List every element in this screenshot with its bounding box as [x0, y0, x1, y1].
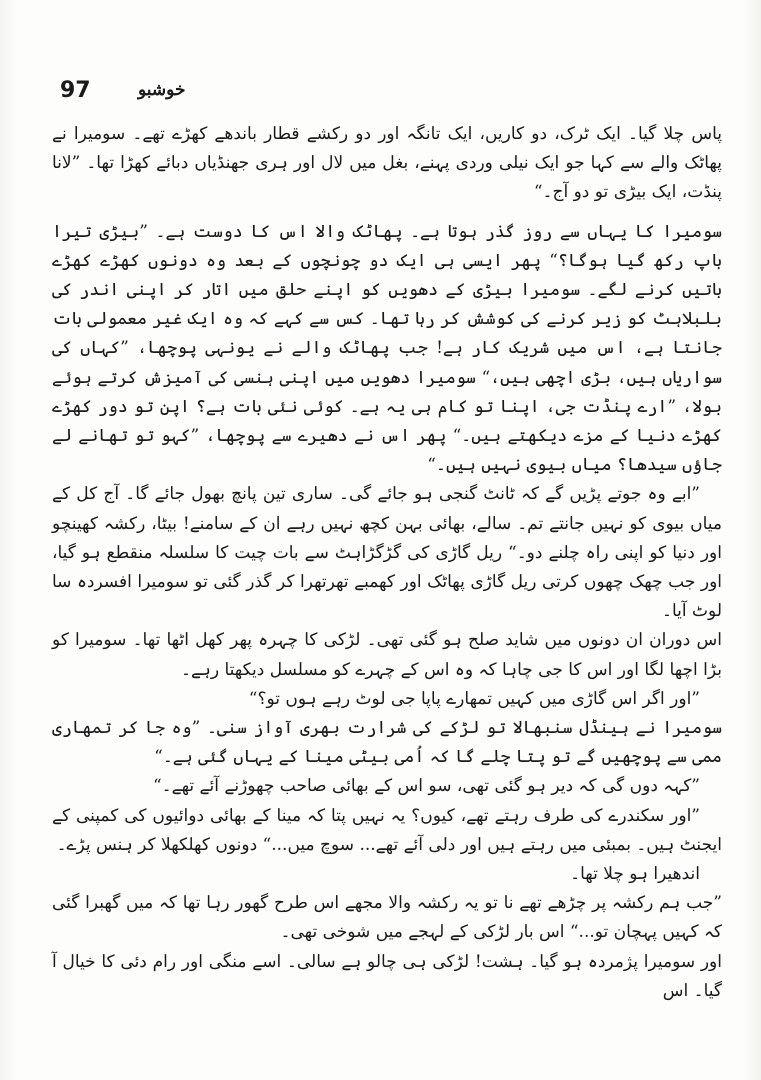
paragraph-6: سومیرا نے ہینڈل سنبھالا تو لڑکے کی شرارت بھری آواز سنی۔ ”وہ جا کر تمھاری ممی سے پوچھیں گے تو پتا چلے گا کہ اُمی بیٹی مینا کے یہاں گئی ہے۔“ — [52, 718, 722, 768]
page-header — [60, 78, 186, 108]
paragraph-3: ”ابے وہ جوتے پڑیں گے کہ ٹانٹ گنجی ہو جائے گی۔ ساری تین پانچ بھول جائے گا۔ آج کل کے میاں بیوی کو نہیں جانتے تم۔ سالے، بھائی بہن کچھ نہیں رہے ان کے سامنے! بیٹا، رکشہ کھینچو اور دنیا کو اپنی راہ چلنے دو۔“ ریل گاڑی کی گڑگڑاہٹ سے بات چیت کا سلسلہ منقطع ہو گیا، اور جب چھک چھوں کرتی ریل گاڑی پھاٹک اور کھمبے تھرتھرا کر گذر گئی تو سومیرا افسردہ سا لوٹ آیا۔ — [52, 484, 722, 622]
paragraph-1: پاس چلا گیا۔ ایک ٹرک، دو کاریں، ایک تانگہ اور دو رکشے قطار باندھے کھڑے تھے۔ سومیرا نے پھاٹک والے سے کہا جو ایک نیلی وردی پہنے، بغل میں لال اور ہری جھنڈیاں دبائے کھڑا تھا۔ ”لانا پنڈت، ایک بیڑی تو دو آج۔“ — [52, 124, 723, 203]
paragraph-7: ”کہہ دوں گی کہ دیر ہو گئی تھی، سو اس کے بھائی صاحب چھوڑنے آئے تھے۔“ — [152, 776, 700, 797]
paragraph-2: سومیرا کا یہاں سے روز گذر ہوتا ہے۔ پھاٹک والا اس کا دوست ہے۔ ”بیڑی تیرا باپ رکھ گیا ہوگا؟“ پھر ایسی ہی ایک دو چونچوں کے بعد وہ دونوں کھڑے کھڑے باتیں کرنے لگے۔ سومیرا بیڑی کے دھویں کو اپنے حلق میں اتار کر اپنی اندر کی بلبلاہٹ کو زیر کرنے کی کوشش کر رہا تھا۔ کس سے کہے کہ وہ ایک غیر معمولی بات جانتا ہے، اس میں شریک کار ہے! جب پھاٹک والے نے یونہی پوچھا، ”کہاں کی سواریاں ہیں، بڑی اچھی ہیں،“ سومیرا دھویں میں اپنی ہنسی کی آمیزش کرتے ہوئے بولا، ”ارے پنڈت جی، اپنا تو کام ہی یہ ہے۔ کوئی نئی بات ہے؟ اپن تو دور کھڑے کھڑے دنیا کے مزے دیکھتے ہیں۔“ پھر اس نے دھیرے سے پوچھا، ”کہو تو تھانے لے جاؤں سیدھا؟ میاں بیوی نہیں ہیں۔“ — [52, 221, 722, 476]
paragraph-8: ”اور سکندرے کی طرف رہتے تھے، کیوں؟ یہ نہیں پتا کہ مینا کے بھائی دوائیوں کی کمپنی کے ایجنٹ ہیں۔ بمبئی میں رہتے ہیں اور دلی آئے تھے... سوچ میں...“ دونوں کھلکھلا کر ہنس پڑے۔ — [52, 805, 722, 855]
story-text — [52, 120, 722, 1006]
paragraph-10: ”جب ہم رکشہ پر چڑھے تھے نا تو یہ رکشہ والا مجھے اس طرح گھور رہا تھا کہ میں گھبرا گئی کہ کہیں پہچان تو...“ اس بار لڑکی کے لہجے میں شوخی تھی۔ — [52, 893, 722, 943]
paragraph-4: اس دوران ان دونوں میں شاید صلح ہو گئی تھی۔ لڑکی کا چہرہ پھر کھل اٹھا تھا۔ سومیرا کو بڑا اچھا لگا اور اس کا جی چاہا کہ وہ اس کے چہرے کو مسلسل دیکھتا رہے۔ — [52, 630, 722, 680]
paragraph-9: اندھیرا ہو چلا تھا۔ — [570, 864, 700, 885]
page-number: 97 — [60, 78, 91, 103]
running-title: خوشبو — [138, 80, 186, 100]
paragraph-11: اور سومیرا پژمردہ ہو گیا۔ ہشت! لڑکی ہی چالو ہے سالی۔ اسے منگی اور رام دئی کا خیال آ گیا۔ اس — [52, 951, 722, 1001]
paragraph-5: ”اور اگر اس گاڑی میں کہیں تمھارے پاپا جی لوٹ رہے ہوں تو؟“ — [248, 688, 700, 709]
